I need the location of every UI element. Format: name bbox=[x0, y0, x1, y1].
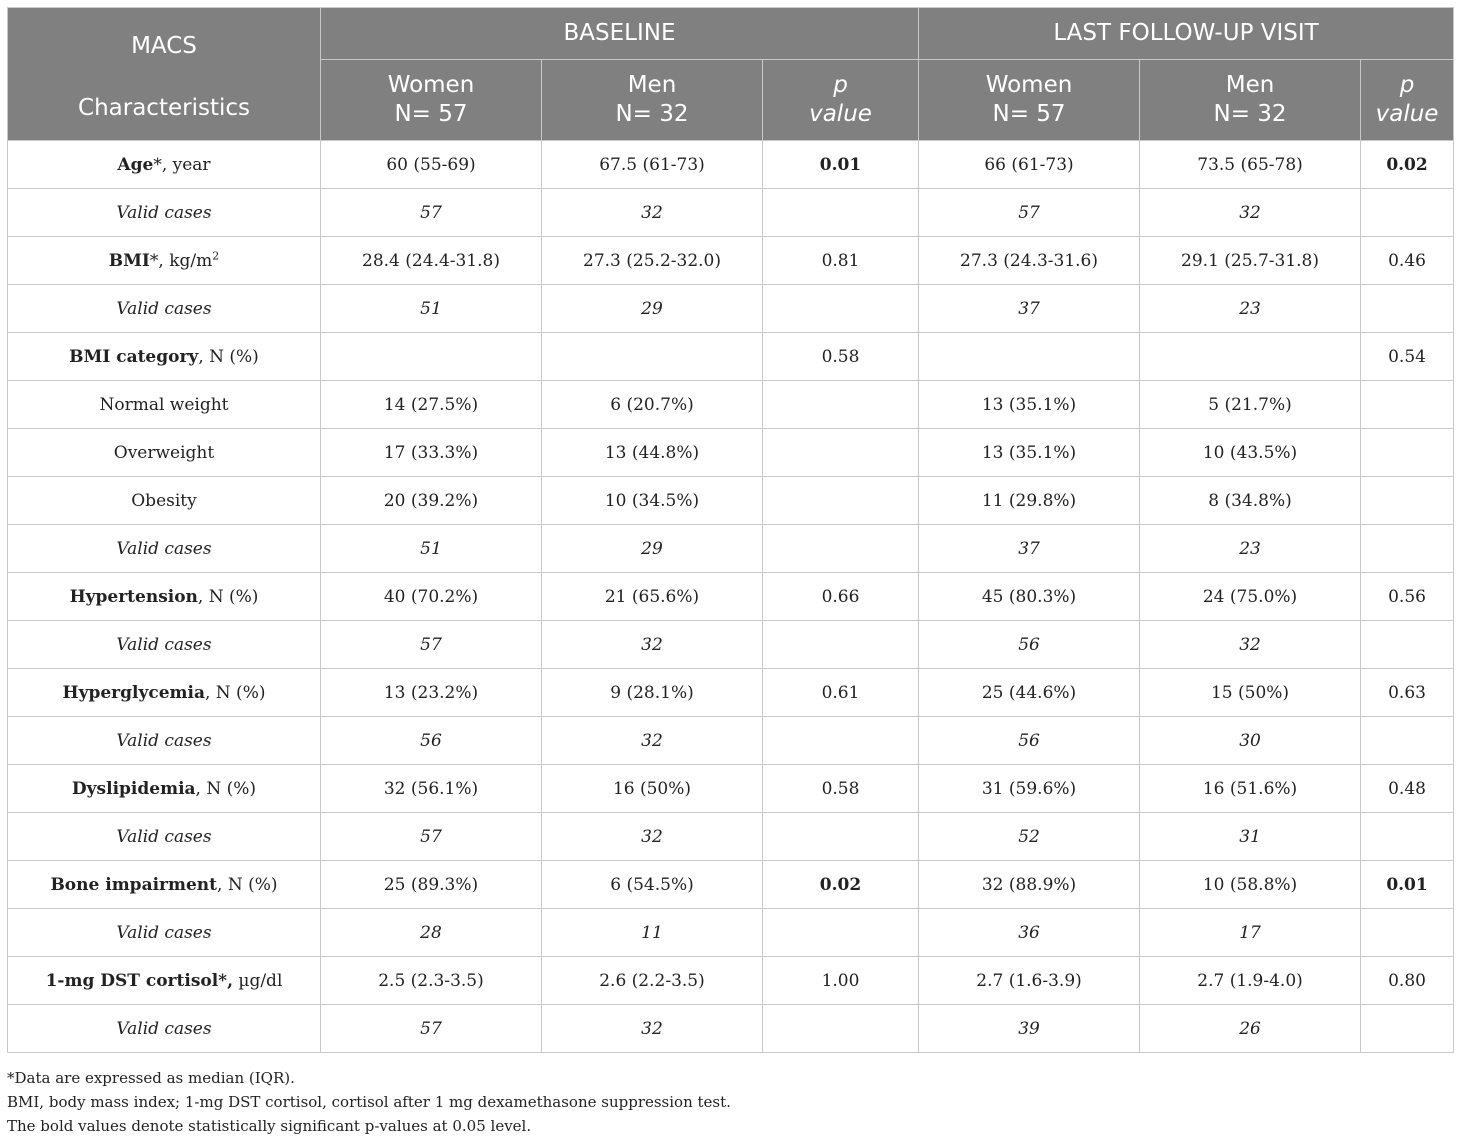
header-men-n: N= 32 bbox=[615, 101, 689, 127]
cell-followup-women: 2.7 (1.6-3.9) bbox=[919, 957, 1140, 1005]
footnote-bold-values: The bold values denote statistically significant p-values at 0.05 level. bbox=[7, 1117, 532, 1135]
cell-followup-women: 13 (35.1%) bbox=[919, 381, 1140, 429]
cell-baseline-men: 6 (54.5%) bbox=[542, 861, 763, 909]
cell-baseline-men: 29 bbox=[542, 285, 763, 333]
cell-baseline-men: 10 (34.5%) bbox=[542, 477, 763, 525]
row-label-rest: , N (%) bbox=[195, 778, 257, 799]
row-label: Valid cases bbox=[8, 813, 321, 861]
row-label-bold: 1-mg DST cortisol*, bbox=[45, 970, 233, 991]
table-row bbox=[8, 909, 1454, 957]
cell-followup-women: 56 bbox=[919, 717, 1140, 765]
cell-followup-p: 0.54 bbox=[1361, 333, 1454, 381]
cell-followup-p bbox=[1361, 189, 1454, 237]
header-followup: LAST FOLLOW-UP VISIT bbox=[919, 8, 1454, 60]
cell-baseline-women: 57 bbox=[321, 813, 542, 861]
row-label bbox=[8, 765, 321, 813]
cell-baseline-p bbox=[763, 621, 919, 669]
header-characteristics-cell bbox=[8, 8, 321, 141]
cell-baseline-p: 1.00 bbox=[763, 957, 919, 1005]
cell-followup-women: 52 bbox=[919, 813, 1140, 861]
cell-followup-p bbox=[1361, 717, 1454, 765]
table-header bbox=[8, 8, 1454, 141]
cell-baseline-men: 27.3 (25.2-32.0) bbox=[542, 237, 763, 285]
cell-followup-women: 66 (61-73) bbox=[919, 141, 1140, 189]
cell-followup-p bbox=[1361, 621, 1454, 669]
cell-baseline-men: 32 bbox=[542, 717, 763, 765]
cell-followup-women: 25 (44.6%) bbox=[919, 669, 1140, 717]
cell-followup-p bbox=[1361, 1005, 1454, 1053]
cell-followup-women: 36 bbox=[919, 909, 1140, 957]
row-label-bold: Bone impairment bbox=[50, 874, 218, 895]
cell-baseline-p: 0.66 bbox=[763, 573, 919, 621]
cell-baseline-women: 14 (27.5%) bbox=[321, 381, 542, 429]
header-followup-p bbox=[1361, 60, 1454, 141]
cell-baseline-women: 57 bbox=[321, 621, 542, 669]
footnote-asterisk: *Data are expressed as median (IQR). bbox=[7, 1069, 295, 1087]
cell-baseline-p bbox=[763, 525, 919, 573]
row-label bbox=[8, 333, 321, 381]
cell-baseline-women: 20 (39.2%) bbox=[321, 477, 542, 525]
row-label: Valid cases bbox=[8, 1005, 321, 1053]
cell-baseline-women bbox=[321, 333, 542, 381]
table-row bbox=[8, 381, 1454, 429]
cell-followup-women: 45 (80.3%) bbox=[919, 573, 1140, 621]
row-label: Valid cases bbox=[8, 717, 321, 765]
header-characteristics: Characteristics bbox=[78, 94, 250, 121]
cell-baseline-men: 32 bbox=[542, 621, 763, 669]
cell-baseline-women: 51 bbox=[321, 285, 542, 333]
row-label-superscript: 2 bbox=[212, 248, 220, 262]
table-row bbox=[8, 573, 1454, 621]
cell-followup-p bbox=[1361, 381, 1454, 429]
row-label-bold: Hypertension bbox=[69, 586, 198, 607]
table-row bbox=[8, 429, 1454, 477]
cell-followup-men: 2.7 (1.9-4.0) bbox=[1140, 957, 1361, 1005]
cell-followup-p bbox=[1361, 429, 1454, 477]
header-baseline-men bbox=[542, 60, 763, 141]
table-row bbox=[8, 237, 1454, 285]
cell-followup-women: 32 (88.9%) bbox=[919, 861, 1140, 909]
cell-followup-men: 8 (34.8%) bbox=[1140, 477, 1361, 525]
cell-baseline-men: 16 (50%) bbox=[542, 765, 763, 813]
table-row bbox=[8, 813, 1454, 861]
cell-followup-men: 23 bbox=[1140, 525, 1361, 573]
row-label: Valid cases bbox=[8, 621, 321, 669]
row-label: Valid cases bbox=[8, 525, 321, 573]
table-row bbox=[8, 477, 1454, 525]
header-women-label: Women bbox=[985, 72, 1073, 98]
header-p-line1: p bbox=[833, 72, 848, 98]
cell-baseline-p: 0.02 bbox=[763, 861, 919, 909]
cell-baseline-women: 2.5 (2.3-3.5) bbox=[321, 957, 542, 1005]
table-row bbox=[8, 525, 1454, 573]
table-row bbox=[8, 621, 1454, 669]
cell-followup-p: 0.63 bbox=[1361, 669, 1454, 717]
cell-baseline-men: 67.5 (61-73) bbox=[542, 141, 763, 189]
row-label-bold: Hyperglycemia bbox=[62, 682, 205, 703]
header-followup-men bbox=[1140, 60, 1361, 141]
cell-baseline-men: 9 (28.1%) bbox=[542, 669, 763, 717]
header-p-line1: p bbox=[1399, 72, 1415, 98]
cell-baseline-women: 40 (70.2%) bbox=[321, 573, 542, 621]
table-row bbox=[8, 861, 1454, 909]
cell-baseline-p: 0.58 bbox=[763, 765, 919, 813]
cell-followup-men: 5 (21.7%) bbox=[1140, 381, 1361, 429]
table-row bbox=[8, 957, 1454, 1005]
cell-baseline-p bbox=[763, 717, 919, 765]
cell-followup-men: 23 bbox=[1140, 285, 1361, 333]
row-label bbox=[8, 861, 321, 909]
cell-baseline-men: 32 bbox=[542, 813, 763, 861]
cell-followup-women: 56 bbox=[919, 621, 1140, 669]
cell-followup-women bbox=[919, 333, 1140, 381]
cell-baseline-men: 2.6 (2.2-3.5) bbox=[542, 957, 763, 1005]
row-label: Valid cases bbox=[8, 285, 321, 333]
cell-baseline-men: 32 bbox=[542, 1005, 763, 1053]
cell-baseline-women: 32 (56.1%) bbox=[321, 765, 542, 813]
row-label: Overweight bbox=[8, 429, 321, 477]
cell-baseline-p bbox=[763, 189, 919, 237]
cell-followup-men: 15 (50%) bbox=[1140, 669, 1361, 717]
cell-followup-men: 16 (51.6%) bbox=[1140, 765, 1361, 813]
cell-followup-men: 10 (43.5%) bbox=[1140, 429, 1361, 477]
cell-baseline-women: 25 (89.3%) bbox=[321, 861, 542, 909]
row-label bbox=[8, 141, 321, 189]
header-men-n: N= 32 bbox=[1213, 101, 1287, 127]
cell-followup-p: 0.80 bbox=[1361, 957, 1454, 1005]
cell-followup-women: 13 (35.1%) bbox=[919, 429, 1140, 477]
cell-baseline-p bbox=[763, 909, 919, 957]
cell-followup-women: 11 (29.8%) bbox=[919, 477, 1140, 525]
cell-baseline-p bbox=[763, 285, 919, 333]
row-label-rest: , N (%) bbox=[217, 874, 278, 895]
cell-followup-men: 24 (75.0%) bbox=[1140, 573, 1361, 621]
cell-followup-p: 0.01 bbox=[1361, 861, 1454, 909]
cell-followup-men: 30 bbox=[1140, 717, 1361, 765]
table-row bbox=[8, 285, 1454, 333]
header-p-line2: value bbox=[809, 101, 872, 127]
cell-baseline-p: 0.81 bbox=[763, 237, 919, 285]
table-row bbox=[8, 1005, 1454, 1053]
cell-baseline-p bbox=[763, 429, 919, 477]
header-p-line2: value bbox=[1375, 101, 1439, 127]
cell-followup-men: 32 bbox=[1140, 621, 1361, 669]
row-label: Obesity bbox=[8, 477, 321, 525]
cell-baseline-p: 0.58 bbox=[763, 333, 919, 381]
cell-followup-men: 31 bbox=[1140, 813, 1361, 861]
row-label-bold: Dyslipidemia bbox=[71, 778, 196, 799]
header-women-n: N= 57 bbox=[992, 101, 1066, 127]
header-women-label: Women bbox=[387, 72, 475, 98]
cell-baseline-men: 11 bbox=[542, 909, 763, 957]
row-label-rest: µg/dl bbox=[233, 970, 283, 991]
cell-baseline-women: 28.4 (24.4-31.8) bbox=[321, 237, 542, 285]
cell-followup-men: 26 bbox=[1140, 1005, 1361, 1053]
cell-followup-men bbox=[1140, 333, 1361, 381]
cell-followup-p: 0.02 bbox=[1361, 141, 1454, 189]
cell-baseline-men: 6 (20.7%) bbox=[542, 381, 763, 429]
cell-baseline-men: 21 (65.6%) bbox=[542, 573, 763, 621]
cell-followup-p bbox=[1361, 813, 1454, 861]
cell-baseline-p bbox=[763, 813, 919, 861]
table-row bbox=[8, 189, 1454, 237]
characteristics-table bbox=[7, 7, 1454, 1053]
row-label bbox=[8, 573, 321, 621]
cell-followup-p bbox=[1361, 285, 1454, 333]
table-row bbox=[8, 669, 1454, 717]
cell-baseline-p: 0.61 bbox=[763, 669, 919, 717]
row-label-bold: BMI category bbox=[69, 346, 199, 367]
cell-baseline-men: 13 (44.8%) bbox=[542, 429, 763, 477]
cell-baseline-p bbox=[763, 477, 919, 525]
table-row bbox=[8, 333, 1454, 381]
cell-baseline-men bbox=[542, 333, 763, 381]
table-body bbox=[8, 141, 1454, 1053]
header-macs: MACS bbox=[131, 32, 197, 59]
row-label bbox=[8, 669, 321, 717]
table-row bbox=[8, 717, 1454, 765]
cell-baseline-women: 57 bbox=[321, 1005, 542, 1053]
footnote-abbreviations: BMI, body mass index; 1-mg DST cortisol, cortisol after 1 mg dexamethasone suppression test. bbox=[7, 1093, 731, 1111]
cell-followup-women: 37 bbox=[919, 285, 1140, 333]
header-men-label: Men bbox=[1225, 72, 1275, 98]
row-label bbox=[8, 957, 321, 1005]
cell-baseline-men: 32 bbox=[542, 189, 763, 237]
cell-followup-women: 37 bbox=[919, 525, 1140, 573]
row-label: Normal weight bbox=[8, 381, 321, 429]
cell-followup-women: 57 bbox=[919, 189, 1140, 237]
header-baseline-women bbox=[321, 60, 542, 141]
cell-baseline-men: 29 bbox=[542, 525, 763, 573]
row-label-rest: , N (%) bbox=[204, 682, 266, 703]
header-men-label: Men bbox=[627, 72, 677, 98]
row-label-rest: *, kg/m bbox=[149, 250, 213, 271]
header-women-n: N= 57 bbox=[394, 101, 468, 127]
cell-followup-p bbox=[1361, 477, 1454, 525]
cell-followup-men: 10 (58.8%) bbox=[1140, 861, 1361, 909]
header-baseline-p bbox=[763, 60, 919, 141]
cell-baseline-women: 56 bbox=[321, 717, 542, 765]
cell-baseline-women: 60 (55-69) bbox=[321, 141, 542, 189]
cell-baseline-p: 0.01 bbox=[763, 141, 919, 189]
cell-followup-p bbox=[1361, 909, 1454, 957]
cell-baseline-p bbox=[763, 381, 919, 429]
cell-baseline-women: 17 (33.3%) bbox=[321, 429, 542, 477]
cell-followup-women: 27.3 (24.3-31.6) bbox=[919, 237, 1140, 285]
cell-followup-women: 31 (59.6%) bbox=[919, 765, 1140, 813]
cell-followup-women: 39 bbox=[919, 1005, 1140, 1053]
cell-baseline-women: 13 (23.2%) bbox=[321, 669, 542, 717]
cell-followup-p bbox=[1361, 525, 1454, 573]
table-row bbox=[8, 141, 1454, 189]
cell-followup-men: 17 bbox=[1140, 909, 1361, 957]
cell-baseline-women: 57 bbox=[321, 189, 542, 237]
row-label: Valid cases bbox=[8, 189, 321, 237]
cell-baseline-women: 51 bbox=[321, 525, 542, 573]
cell-followup-men: 73.5 (65-78) bbox=[1140, 141, 1361, 189]
table-row bbox=[8, 765, 1454, 813]
row-label-rest: *, year bbox=[153, 154, 211, 175]
row-label-rest: , N (%) bbox=[197, 586, 259, 607]
header-followup-women bbox=[919, 60, 1140, 141]
cell-baseline-p bbox=[763, 1005, 919, 1053]
cell-followup-p: 0.48 bbox=[1361, 765, 1454, 813]
row-label-bold: Age bbox=[117, 154, 154, 175]
row-label-bold: BMI bbox=[108, 250, 150, 271]
row-label: Valid cases bbox=[8, 909, 321, 957]
footnotes bbox=[7, 1066, 1453, 1138]
row-label bbox=[8, 237, 321, 285]
cell-followup-men: 29.1 (25.7-31.8) bbox=[1140, 237, 1361, 285]
row-label-rest: , N (%) bbox=[198, 346, 259, 367]
cell-followup-p: 0.46 bbox=[1361, 237, 1454, 285]
cell-baseline-women: 28 bbox=[321, 909, 542, 957]
cell-followup-p: 0.56 bbox=[1361, 573, 1454, 621]
cell-followup-men: 32 bbox=[1140, 189, 1361, 237]
header-baseline: BASELINE bbox=[321, 8, 919, 60]
